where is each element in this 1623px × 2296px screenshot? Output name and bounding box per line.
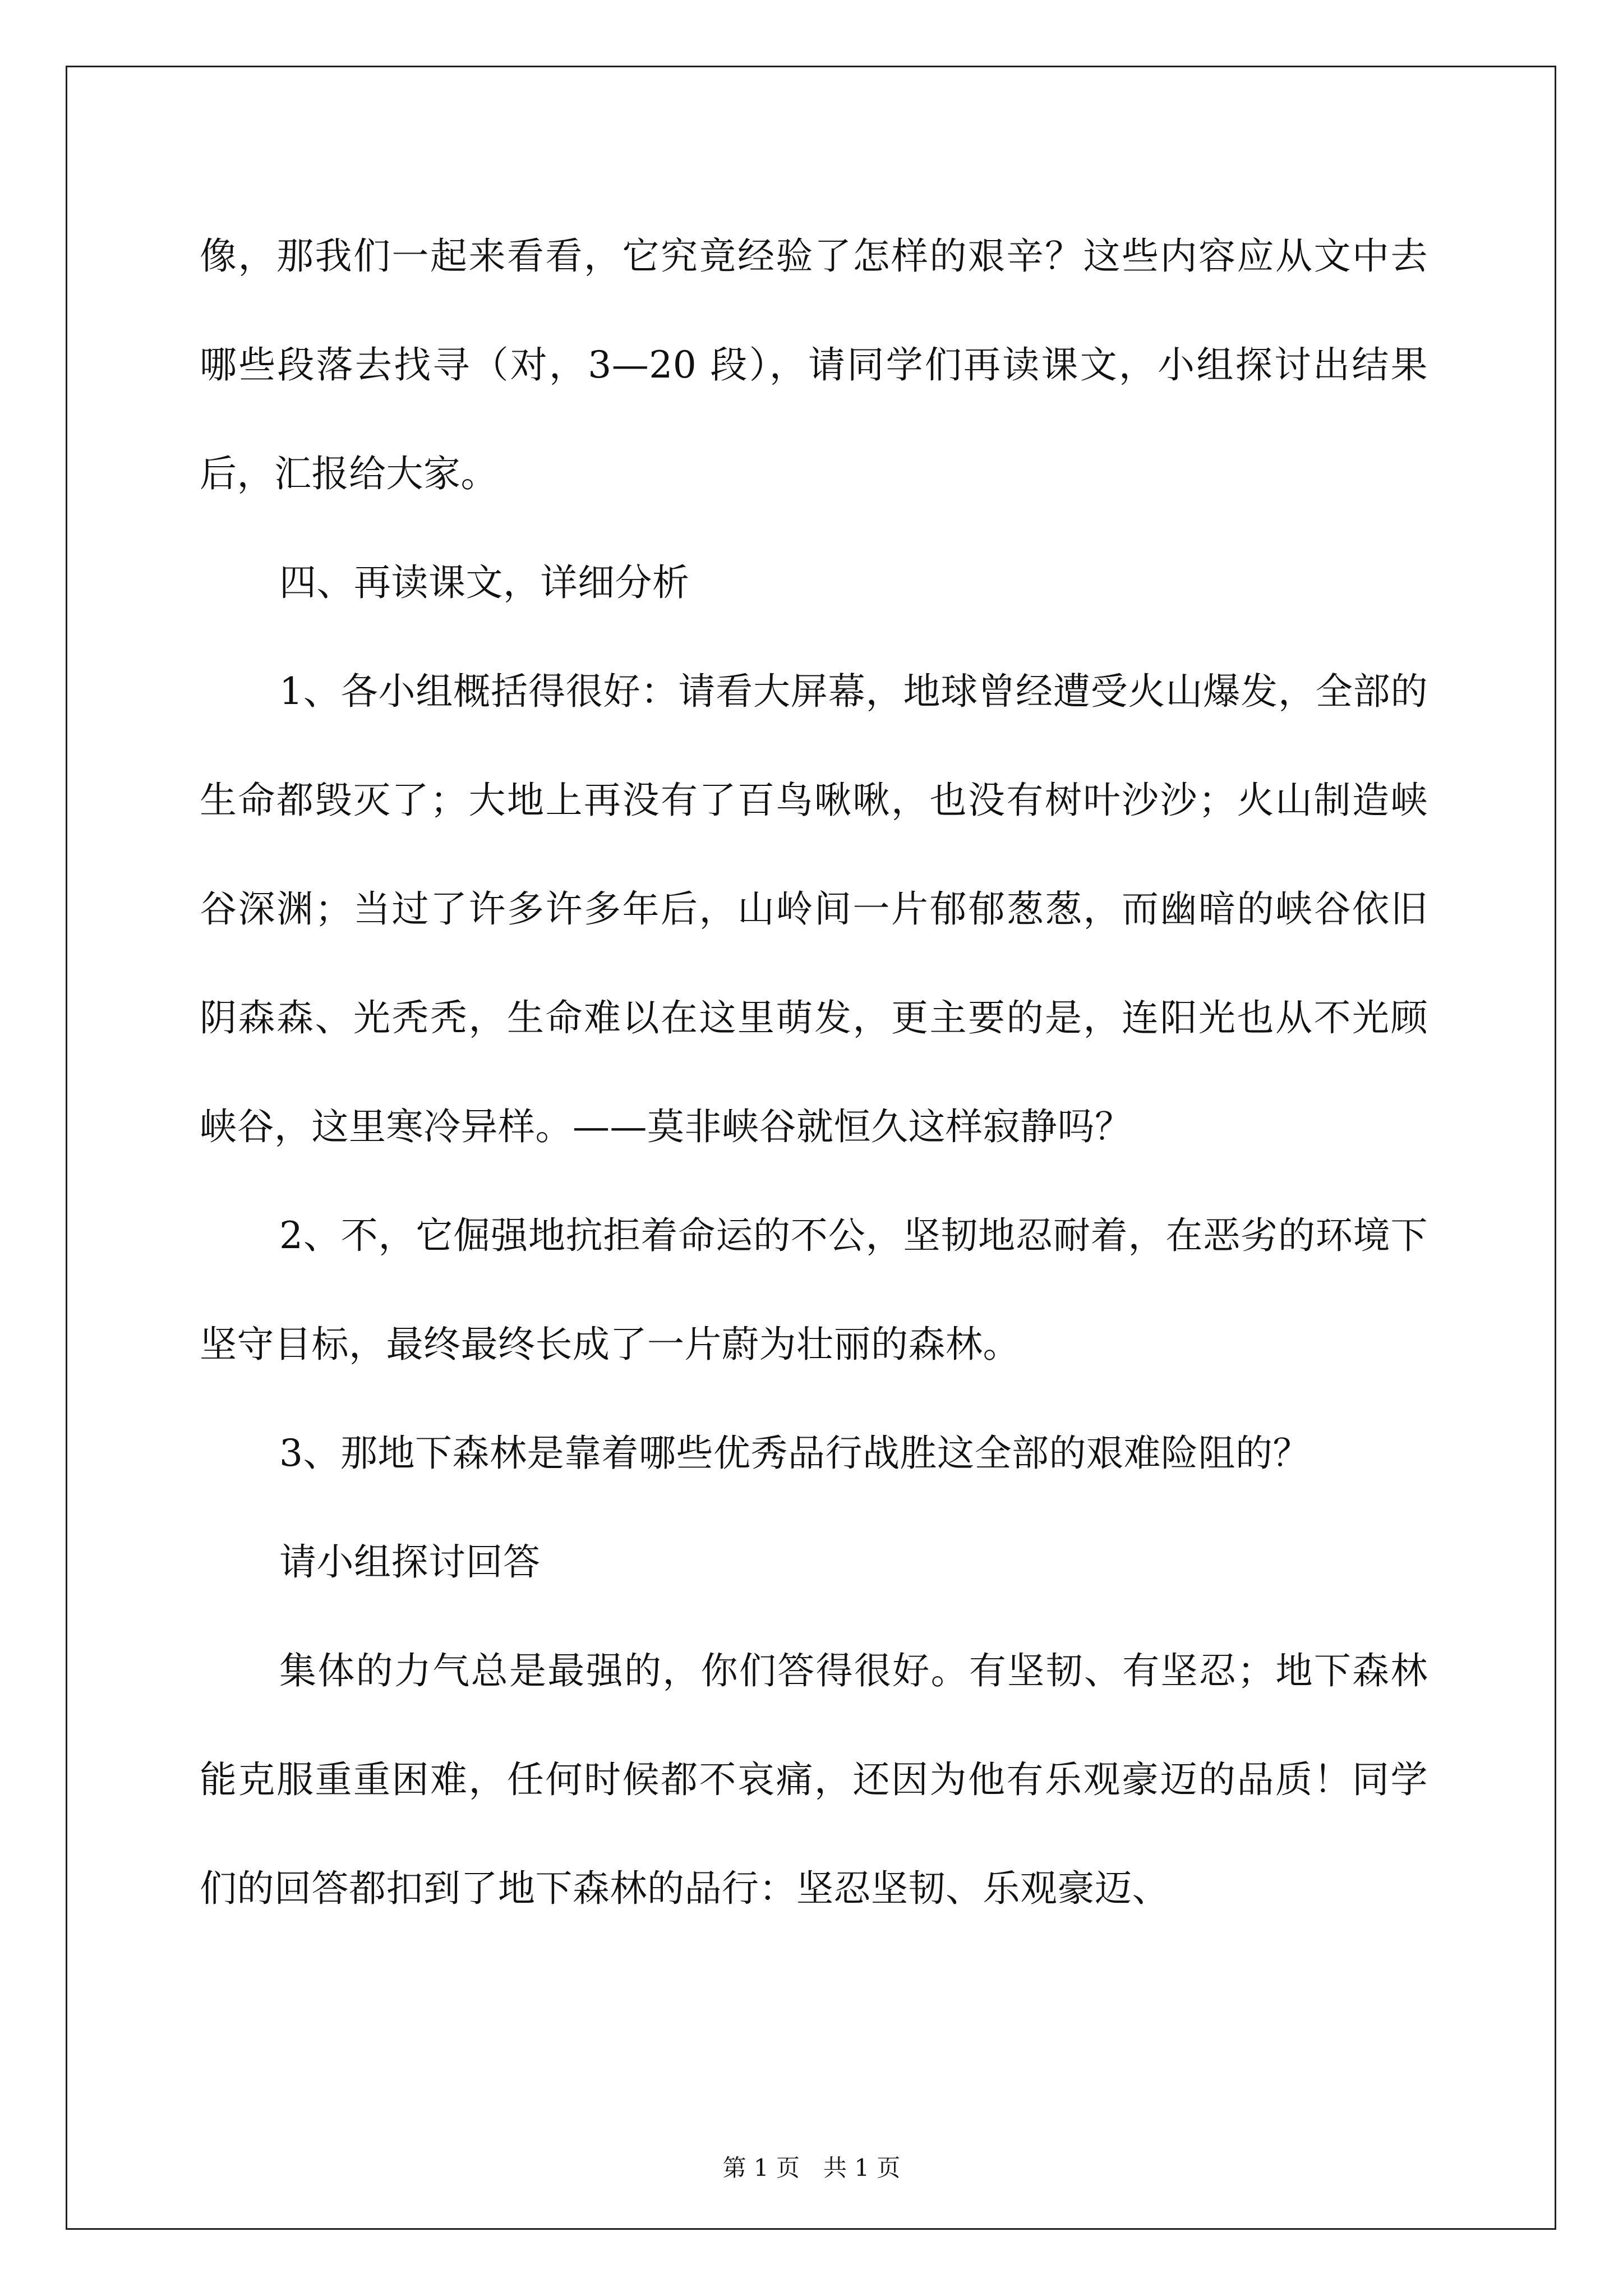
- paragraph-2: 1、各小组概括得很好：请看大屏幕，地球曾经遭受火山爆发，全部的生命都毁灭了；大地上再没有了百鸟啾啾，也没有树叶沙沙；火山制造峡谷深渊；当过了许多许多年后，山岭间一片郁郁葱葱，而幽暗的峡谷依旧阴森森、光秃秃，生命难以在这里萌发，更主要的是，连阳光也从不光顾峡谷，这里寒冷异样。——莫非峡谷就恒久这样寂静吗？: [200, 670, 1428, 1148]
- paragraph-1: 像，那我们一起来看看，它究竟经验了怎样的艰辛？这些内容应从文中去哪些段落去找寻（对，3—20 段），请同学们再读课文，小组探讨出结果后，汇报给大家。: [200, 234, 1428, 495]
- paragraph-3: 2、不，它倔强地抗拒着命运的不公，坚韧地忍耐着，在恶劣的环境下坚守目标，最终最终长成了一片蔚为壮丽的森林。: [200, 1214, 1428, 1366]
- paragraph-4: 3、那地下森林是靠着哪些优秀品行战胜这全部的艰难险阻的？: [279, 1432, 1310, 1475]
- section-heading: 四、再读课文，详细分析: [279, 561, 690, 604]
- paragraph-6: 集体的力气总是最强的，你们答得很好。有坚韧、有坚忍；地下森林能克服重重困难，任何时候都不哀痛，还因为他有乐观豪迈的品质！同学们的回答都扣到了地下森林的品行：坚忍坚韧、乐观豪迈、: [200, 1649, 1428, 1910]
- paragraph-5: 请小组探讨回答: [279, 1540, 541, 1584]
- document-body: [200, 202, 1428, 1943]
- page-footer: 第 1 页 共 1 页: [722, 2154, 901, 2182]
